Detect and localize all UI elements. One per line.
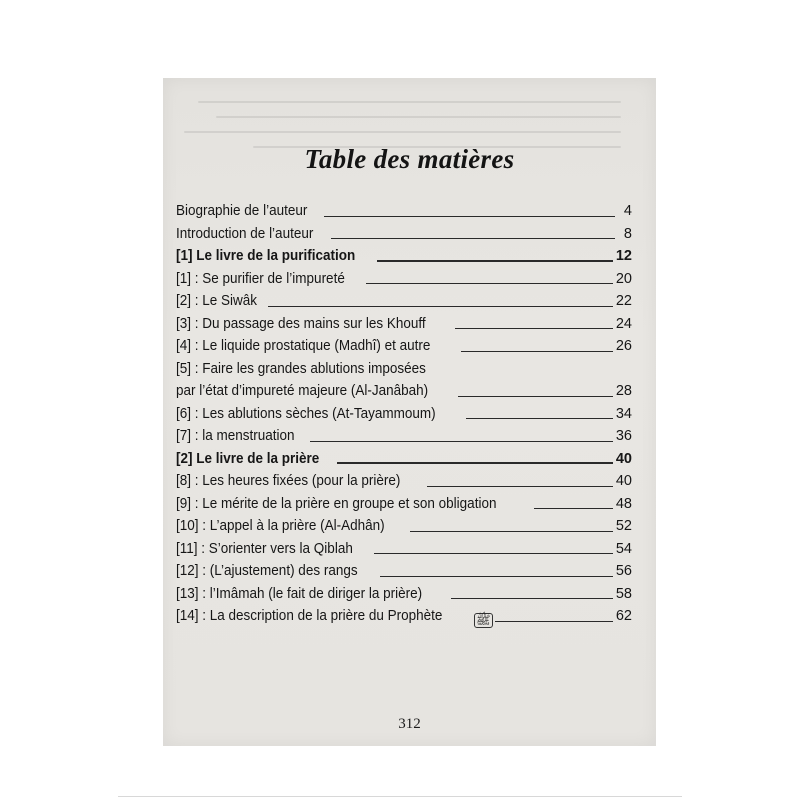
toc-entry-label: [5] : Faire les grandes ablutions imposées bbox=[176, 359, 426, 377]
dot-leader bbox=[466, 418, 612, 419]
dot-leader bbox=[310, 441, 613, 442]
dot-leader bbox=[410, 531, 613, 532]
toc-chapter-entry bbox=[176, 245, 632, 268]
toc-entry bbox=[176, 223, 632, 246]
divider bbox=[118, 796, 682, 797]
dot-leader bbox=[366, 283, 613, 284]
toc-page-number: 4 bbox=[623, 203, 632, 219]
toc-page-number: 22 bbox=[615, 293, 632, 309]
toc-entry-label: [2] Le livre de la prière bbox=[176, 449, 320, 467]
toc-entry-label: [13] : l’Imâmah (le fait de diriger la prière) bbox=[176, 584, 423, 602]
toc-entry-label: par l’état d’impureté majeure (Al-Janâbah) bbox=[176, 382, 429, 399]
toc-page-number: 20 bbox=[615, 270, 632, 287]
table-of-contents bbox=[176, 200, 632, 628]
salawat-symbol: ﷺ bbox=[476, 612, 491, 627]
toc-entry bbox=[176, 560, 632, 583]
dot-leader bbox=[377, 260, 613, 262]
toc-entry-label: [1] : Se purifier de l’impureté bbox=[176, 269, 345, 287]
toc-chapter-entry bbox=[176, 448, 632, 471]
toc-entry bbox=[176, 605, 632, 628]
dot-leader bbox=[324, 216, 615, 217]
toc-entry-label: [6] : Les ablutions sèches (At-Tayammoum) bbox=[176, 404, 436, 422]
toc-entry-label: [8] : Les heures fixées (pour la prière) bbox=[176, 472, 401, 489]
toc-entry-label: Biographie de l’auteur bbox=[176, 202, 308, 219]
dot-leader bbox=[455, 328, 612, 329]
toc-page-number: 58 bbox=[615, 585, 632, 602]
dot-leader bbox=[495, 621, 613, 622]
toc-page-number: 40 bbox=[615, 473, 632, 489]
toc-page-number: 40 bbox=[615, 450, 632, 467]
page-title: Table des matières bbox=[304, 144, 515, 175]
toc-page-number: 54 bbox=[615, 540, 632, 557]
toc-page-number: 24 bbox=[615, 315, 632, 332]
toc-entry-line bbox=[176, 358, 632, 381]
toc-entry bbox=[176, 470, 632, 493]
dot-leader bbox=[427, 486, 613, 487]
toc-page-number: 48 bbox=[615, 495, 632, 512]
toc-entry bbox=[176, 335, 632, 358]
toc-page-number: 28 bbox=[615, 383, 632, 399]
toc-page-number: 36 bbox=[615, 428, 632, 444]
toc-entry bbox=[176, 425, 632, 448]
toc-page-number: 34 bbox=[615, 405, 632, 422]
toc-entry bbox=[176, 403, 632, 426]
toc-entry-label: [4] : Le liquide prostatique (Madhî) et autre bbox=[176, 337, 431, 354]
toc-page-number: 8 bbox=[623, 225, 632, 242]
toc-entry-label: [10] : L’appel à la prière (Al-Adhân) bbox=[176, 517, 385, 534]
dot-leader bbox=[380, 576, 613, 577]
dot-leader bbox=[331, 238, 615, 239]
dot-leader bbox=[268, 306, 613, 307]
toc-entry-label: [11] : S’orienter vers la Qiblah bbox=[176, 539, 353, 557]
dot-leader bbox=[534, 508, 613, 509]
toc-page-number: 52 bbox=[615, 518, 632, 534]
toc-entry bbox=[176, 493, 632, 516]
toc-entry-label: [12] : (L’ajustement) des rangs bbox=[176, 562, 358, 579]
toc-entry bbox=[176, 313, 632, 336]
toc-entry-label: [14] : La description de la prière du Prophète bbox=[176, 607, 443, 624]
toc-entry bbox=[176, 515, 632, 538]
toc-page-number: 62 bbox=[615, 608, 632, 624]
dot-leader bbox=[374, 553, 612, 554]
dot-leader bbox=[461, 351, 613, 352]
toc-entry bbox=[176, 583, 632, 606]
toc-entry bbox=[176, 200, 632, 223]
dot-leader bbox=[458, 396, 613, 397]
toc-page-number: 56 bbox=[615, 563, 632, 579]
toc-entry-label: [3] : Du passage des mains sur les Khouff bbox=[176, 314, 426, 332]
toc-page-number: 26 bbox=[615, 338, 632, 354]
toc-entry-label: Introduction de l’auteur bbox=[176, 224, 314, 242]
dot-leader bbox=[337, 462, 613, 464]
toc-entry-label: [7] : la menstruation bbox=[176, 427, 295, 444]
toc-entry bbox=[176, 268, 632, 291]
toc-page-number: 12 bbox=[615, 248, 632, 264]
dot-leader bbox=[451, 598, 612, 599]
toc-entry-label: [1] Le livre de la purification bbox=[176, 247, 356, 264]
toc-entry-label: [2] : Le Siwâk bbox=[176, 292, 258, 309]
toc-entry bbox=[176, 290, 632, 313]
toc-entry bbox=[176, 380, 632, 403]
page-number: 312 bbox=[398, 716, 421, 732]
toc-entry-label: [9] : Le mérite de la prière en groupe et son obligation bbox=[176, 494, 497, 512]
toc-entry bbox=[176, 538, 632, 561]
